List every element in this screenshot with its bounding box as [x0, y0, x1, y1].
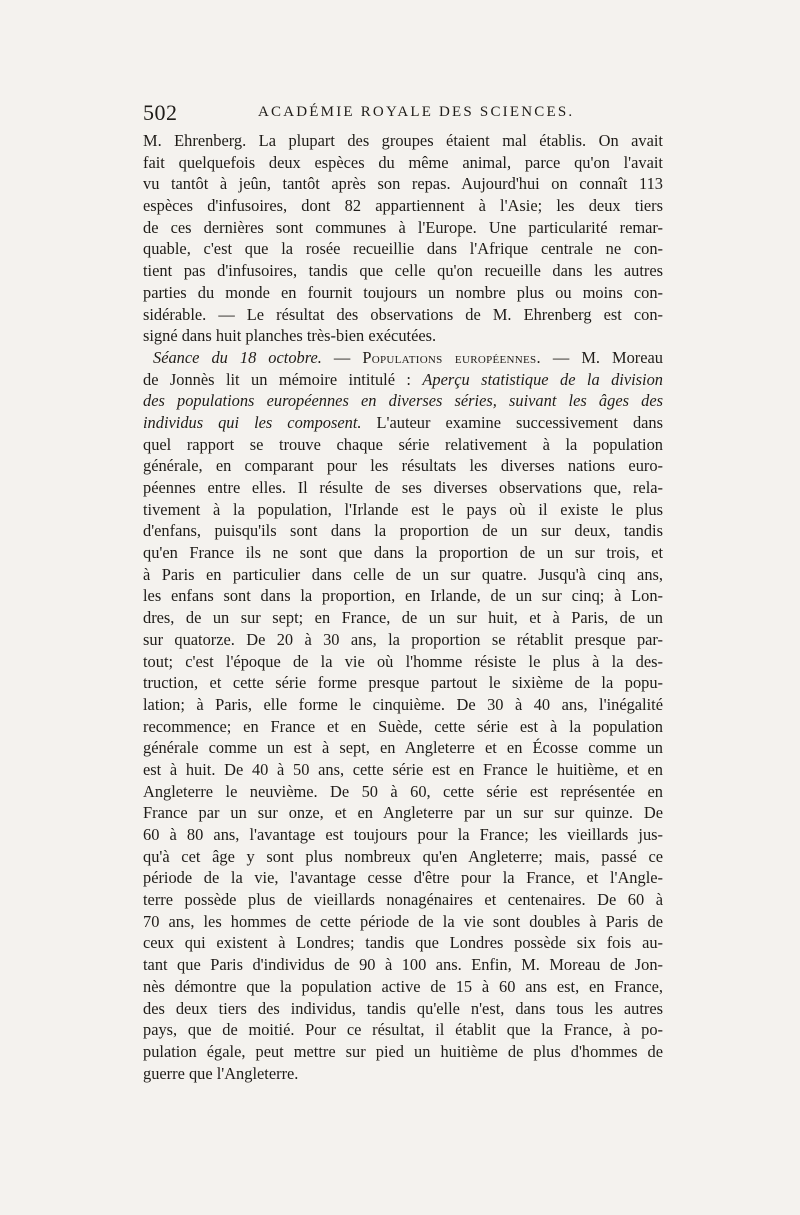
text-line: ceux qui existent à Londres; tandis que Londres possède six fois au-: [143, 933, 663, 953]
text-line: pays, que de moitié. Pour ce résultat, il établit que la France, à po-: [143, 1020, 663, 1040]
seance-dash-author: — M. Moreau: [540, 347, 664, 367]
text-line: [143, 369, 663, 391]
page-header: [143, 100, 663, 128]
text-line: 60 à 80 ans, l'avantage est toujours pour la France; les vieillards jus-: [143, 825, 663, 844]
text-line: les enfans sont dans la proportion, en Irlande, de un sur cinq; à Lon-: [143, 586, 663, 606]
text-line: quable, c'est que la rosée recueillie dans l'Afrique centrale ne con-: [143, 239, 663, 259]
text-line: tivement à la population, l'Irlande est le pays où il existe le plus: [143, 499, 663, 519]
memoir-title-part: individus qui les composent.: [143, 412, 362, 432]
text-line: tant que Paris d'individus de 90 à 100 ans. Enfin, M. Moreau de Jon-: [143, 955, 663, 975]
text-line: recommence; en France et en Suède, cette série est à la population: [143, 716, 663, 736]
text-line: à Paris en particulier dans celle de un sur quatre. Jusqu'à cinq ans,: [143, 564, 663, 584]
text-line: France par un sur onze, et en Angleterre par un sur sur quinze. De: [143, 803, 663, 823]
text-line: de ces dernières sont communes à l'Europe. Une particularité remar-: [143, 217, 663, 237]
text-line: vu tantôt à jeûn, tantôt après son repas. Aujourd'hui on connaît 113: [143, 174, 663, 194]
text-line: espèces d'infusoires, dont 82 appartiennent à l'Asie; les deux tiers: [143, 196, 663, 216]
text-line: nès démontre que la population active de 15 à 60 ans est, en France,: [143, 976, 663, 996]
text-line: signé dans huit planches très-bien exécutées.: [143, 326, 437, 346]
memoir-title-part: des populations européennes en diverses séries, suivant les âges des: [143, 391, 663, 411]
body-text: [143, 130, 663, 1084]
text-line: péennes entre elles. Il résulte de ses diverses observations que, rela-: [143, 478, 663, 497]
page-number: 502: [143, 100, 178, 125]
text-line: période de la vie, l'avantage cesse d'être pour la France, et l'Angle-: [143, 868, 663, 888]
text-line: [143, 390, 663, 412]
text-line: d'enfans, puisqu'ils sont dans la proportion de un sur deux, tandis: [143, 521, 663, 541]
text-line: générale, en comparant pour les résultats les diverses nations euro-: [143, 456, 663, 476]
text-line: sur quatorze. De 20 à 30 ans, la proportion se rétablit presque par-: [143, 629, 663, 649]
text-line: Angleterre le neuvième. De 50 à 60, cette série est représentée en: [143, 781, 663, 801]
text-line: des deux tiers des individus, tandis qu'elle n'est, dans tous les autres: [143, 998, 663, 1018]
memoir-continuation: L'auteur examine successivement dans: [361, 412, 663, 432]
text-line: tient pas d'infusoires, tandis que celle qu'on recueille dans les autres: [143, 261, 663, 281]
running-head: ACADÉMIE ROYALE DES SCIENCES.: [258, 104, 575, 120]
text-line: 70 ans, les hommes de cette période de la vie sont doubles à Paris de: [143, 911, 663, 931]
text-line: fait quelquefois deux espèces du même animal, parce qu'on l'avait: [143, 152, 663, 172]
text-line: lation; à Paris, elle forme le cinquième. De 30 à 40 ans, l'inégalité: [143, 694, 663, 714]
seance-title: Populations européennes.: [362, 347, 541, 367]
memoir-title-part: Aperçu statistique de la division: [422, 369, 663, 389]
text-line: M. Ehrenberg. La plupart des groupes étaient mal établis. On avait: [143, 131, 663, 150]
text-line: guerre que l'Angleterre.: [143, 1063, 299, 1083]
text-line: parties du monde en fournit toujours un nombre plus ou moins con-: [143, 282, 663, 302]
text-line: dres, de un sur sept; en France, de un sur huit, et à Paris, de un: [143, 608, 663, 628]
text-line: qu'en France ils ne sont que dans la proportion de un sur trois, et: [143, 543, 663, 563]
text-line: générale comme un est à sept, en Angleterre et en Écosse comme un: [143, 738, 663, 758]
text-line: truction, et cette série forme presque partout le sixième de la popu-: [143, 673, 663, 693]
seance-date: Séance du 18 octobre.: [153, 347, 322, 367]
text-line: [143, 412, 663, 434]
text-line: qu'à cet âge y sont plus nombreux qu'en Angleterre; mais, passé ce: [143, 846, 663, 866]
seance-dash: —: [321, 347, 363, 367]
text-line: pulation égale, peut mettre sur pied un huitième de plus d'hommes de: [143, 1041, 663, 1061]
seance-heading-line: [143, 347, 663, 369]
text-line: sidérable. — Le résultat des observations de M. Ehrenberg est con-: [143, 304, 663, 324]
text-line: quel rapport se trouve chaque série relativement à la population: [143, 434, 663, 454]
text-line: terre possède plus de vieillards nonagénaires et centenaires. De 60 à: [143, 890, 663, 910]
memoir-intro: de Jonnès lit un mémoire intitulé :: [143, 369, 423, 389]
text-line: tout; c'est l'époque de la vie où l'homme résiste le plus à la des-: [143, 651, 663, 671]
text-line: est à huit. De 40 à 50 ans, cette série est en France le huitième, et en: [143, 759, 663, 779]
